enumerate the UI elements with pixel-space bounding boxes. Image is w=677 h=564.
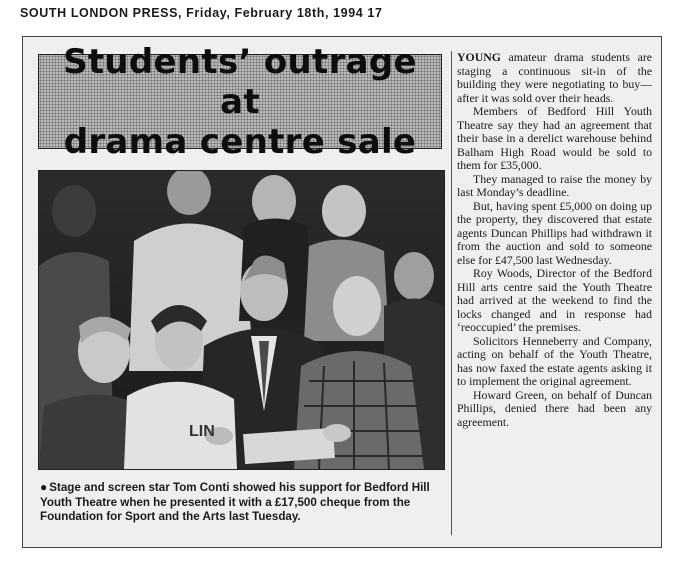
article-paragraph: Solicitors Henneberry and Company, acting on behalf of the Youth Theatre, has now faxed the estate agents asking it to implement the original agreement. [457,333,652,388]
article-lead-text: amateur drama students are staging a continuous sit-in of the building they were negotiating to buy—after it was sold over their heads. [457,50,652,105]
article-lead [457,51,652,105]
newspaper-clipping [22,36,662,548]
article-paragraph: Howard Green, on behalf of Duncan Phillips, denied there had been any agreement. [457,387,652,429]
headline [39,42,441,162]
headline-box [38,41,442,162]
caption-bullet: ● [40,480,48,494]
group-photo-icon [39,171,444,469]
headline-line-2: drama centre sale [63,121,417,162]
column-divider [451,51,452,535]
article-paragraph: They managed to raise the money by last Monday’s deadline. [457,171,652,199]
article-lead-word: YOUNG [457,50,501,64]
article-paragraph: Roy Woods, Director of the Bedford Hill arts centre said the Youth Theatre had arrived at the weekend to find the locks changed and in response had ‘reoccupied’ the premises. [457,266,652,334]
shirt-text: LIN [189,423,215,440]
newspaper-masthead: SOUTH LONDON PRESS, Friday, February 18th, 1994 17 [20,6,383,20]
headline-line-1: Students’ outrage at [63,41,417,122]
article-paragraph: But, having spent £5,000 on doing up the property, they discovered that estate agents Duncan Phillips had withdrawn it from the auction and sold to someone else for £47,500 last Wednesday. [457,198,652,267]
caption-text: Stage and screen star Tom Conti showed his support for Bedford Hill Youth Theatre when he presented it with a £17,500 cheque from the Foundation for Sport and the Arts last Tuesday. [40,481,430,524]
article-paragraph: Members of Bedford Hill Youth Theatre say they had an agreement that their base in a derelict warehouse behind Balham High Road would be sold to them for £35,000. [457,104,652,172]
group-photo [38,170,445,470]
article-body [457,51,652,429]
photo-caption [40,480,445,525]
